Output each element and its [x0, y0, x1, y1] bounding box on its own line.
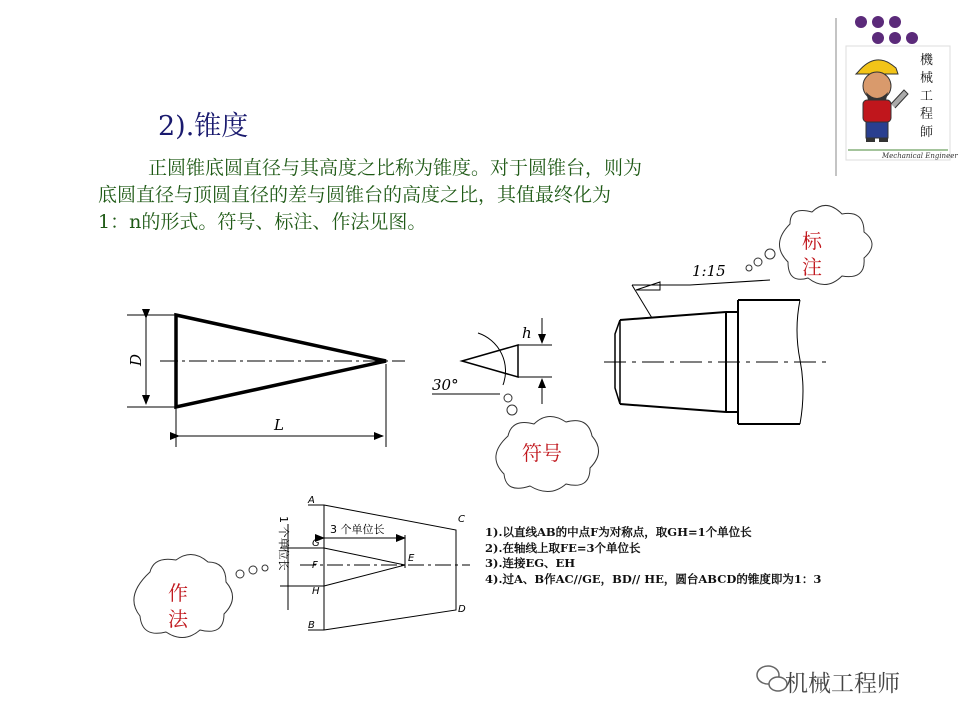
logo-char: 師 — [920, 125, 934, 140]
cone-l-label: L — [274, 416, 284, 434]
logo-dot — [872, 32, 884, 44]
wechat-icon — [757, 666, 787, 691]
paragraph-line-2: 底圆直径与顶圆直径的差与圆锥台的高度之比，其值最终化为 — [98, 184, 612, 206]
step-2: 2).在轴线上取FE=3个单位长 — [485, 540, 641, 555]
logo-dot — [906, 32, 918, 44]
logo-char: 程 — [920, 107, 934, 122]
logo-char: 械 — [920, 71, 934, 86]
logo-dot — [889, 32, 901, 44]
construction-steps — [485, 525, 821, 587]
annotation-ratio-label: 1:15 — [692, 262, 726, 280]
cloud-text: 法 — [168, 607, 188, 631]
logo-dot — [872, 16, 884, 28]
cloud-fuhao — [496, 394, 599, 492]
construction-figure — [277, 495, 470, 631]
cloud-zuofa — [134, 554, 268, 637]
point-d-label: D — [458, 604, 466, 615]
cone-d-label: D — [127, 353, 145, 366]
symbol-h-label: h — [522, 324, 532, 342]
taper-annotation-figure — [604, 262, 826, 424]
logo-char: 工 — [920, 89, 934, 104]
cloud-biaozhu — [746, 205, 872, 284]
taper-symbol-figure — [432, 318, 552, 404]
step-1: 1).以直线AB的中点F为对称点，取GH=1个单位长 — [485, 525, 752, 539]
point-g-label: G — [312, 538, 320, 549]
point-h-label: H — [312, 586, 320, 597]
watermark-text: 机械工程师 — [785, 671, 900, 697]
cone-figure — [127, 315, 405, 447]
logo-subtitle: Mechanical Engineer — [882, 152, 958, 160]
method-len1-label: 1 个单位长 — [277, 516, 290, 571]
cloud-text: 符号 — [522, 441, 562, 465]
cloud-text: 作 — [168, 581, 188, 605]
logo-dot — [889, 16, 901, 28]
cloud-text: 标 — [802, 229, 822, 253]
method-len3-label: 3 个单位长 — [330, 523, 385, 536]
paragraph-line-1: 正圆锥底圆直径与其高度之比称为锥度。对于圆锥台，则为 — [148, 157, 643, 179]
point-b-label: B — [308, 620, 315, 631]
point-a-label: A — [308, 495, 315, 506]
section-heading: 2).锥度 — [158, 111, 249, 142]
step-3: 3).连接EG、EH — [485, 556, 576, 570]
logo — [836, 16, 958, 176]
point-c-label: C — [458, 514, 465, 525]
point-f-label: F — [312, 560, 318, 571]
logo-char: 機 — [920, 53, 934, 68]
point-e-label: E — [408, 553, 415, 564]
logo-dot — [855, 16, 867, 28]
paragraph-line-3: 1：n的形式。符号、标注、作法见图。 — [98, 211, 427, 233]
cloud-text: 注 — [802, 255, 822, 279]
step-4: 4).过A、B作AC//GE，BD// HE，圆台ABCD的锥度即为1：3 — [485, 571, 822, 586]
symbol-angle-label: 30° — [432, 376, 459, 394]
